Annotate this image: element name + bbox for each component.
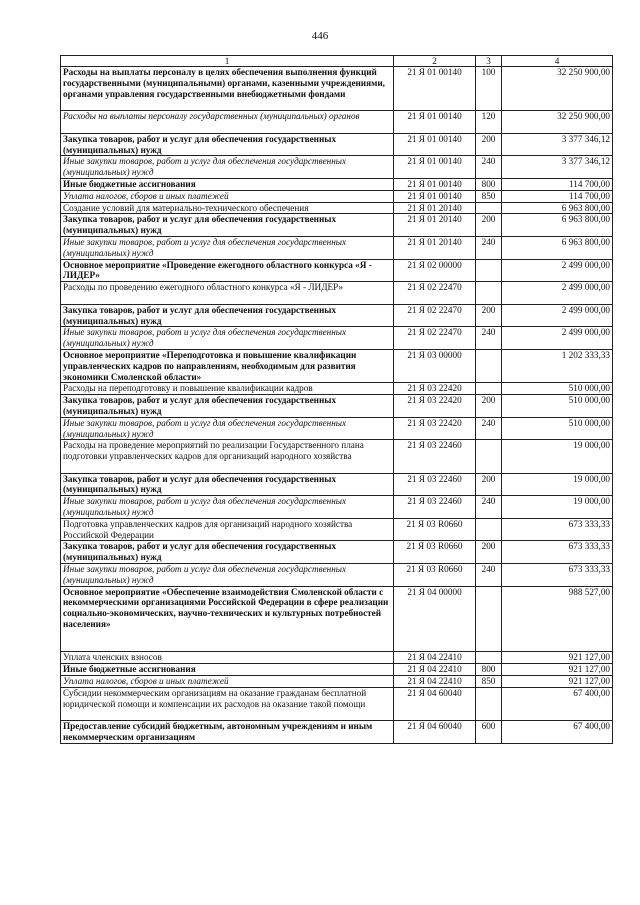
row-kind: 200 [476, 395, 502, 418]
row-kind: 200 [476, 473, 502, 496]
table-row [61, 417, 613, 440]
row-kind: 120 [476, 111, 502, 134]
row-code: 21 Я 03 R0660 [394, 564, 476, 587]
row-code: 21 Я 01 20140 [394, 202, 476, 214]
row-kind: 200 [476, 133, 502, 156]
row-name: Закупка товаров, работ и услуг для обеспечения государственных (муниципальных) нужд [61, 473, 394, 496]
row-amount: 6 963 800,00 [502, 214, 613, 237]
row-kind: 200 [476, 214, 502, 237]
column-header-amount: 4 [502, 56, 613, 67]
row-amount: 6 963 800,00 [502, 236, 613, 259]
row-amount: 32 250 900,00 [502, 111, 613, 134]
row-kind: 240 [476, 236, 502, 259]
row-name: Иные закупки товаров, работ и услуг для обеспечения государственных (муниципальных) нужд [61, 496, 394, 519]
table-row [61, 652, 613, 664]
row-kind [476, 383, 502, 395]
table-row [61, 259, 613, 282]
budget-table [60, 55, 613, 744]
row-code: 21 Я 03 22420 [394, 417, 476, 440]
row-amount: 510 000,00 [502, 383, 613, 395]
row-code: 21 Я 02 22470 [394, 282, 476, 305]
row-code: 21 Я 03 R0660 [394, 541, 476, 564]
row-name: Иные закупки товаров, работ и услуг для обеспечения государственных (муниципальных) нужд [61, 417, 394, 440]
table-row [61, 304, 613, 327]
row-kind: 240 [476, 496, 502, 519]
table-row [61, 383, 613, 395]
row-code: 21 Я 01 20140 [394, 214, 476, 237]
row-kind [476, 259, 502, 282]
row-kind [476, 652, 502, 664]
column-header-code: 2 [394, 56, 476, 67]
row-code: 21 Я 04 22410 [394, 664, 476, 676]
row-amount: 67 400,00 [502, 721, 613, 744]
row-name: Закупка товаров, работ и услуг для обеспечения государственных (муниципальных) нужд [61, 214, 394, 237]
row-amount: 2 499 000,00 [502, 327, 613, 350]
table-row [61, 586, 613, 652]
row-code: 21 Я 02 22470 [394, 304, 476, 327]
row-amount: 673 333,33 [502, 541, 613, 564]
row-kind [476, 440, 502, 473]
row-code: 21 Я 03 22420 [394, 383, 476, 395]
row-code: 21 Я 01 20140 [394, 236, 476, 259]
row-kind: 850 [476, 190, 502, 202]
row-kind: 100 [476, 67, 502, 111]
row-amount: 510 000,00 [502, 395, 613, 418]
page-number: 446 [311, 30, 329, 42]
row-name: Уплата налогов, сборов и иных платежей [61, 190, 394, 202]
row-amount: 114 700,00 [502, 190, 613, 202]
row-amount: 1 202 333,33 [502, 349, 613, 382]
table-row [61, 327, 613, 350]
table-header-row [61, 56, 613, 67]
table-row [61, 202, 613, 214]
row-code: 21 Я 01 00140 [394, 190, 476, 202]
row-name: Закупка товаров, работ и услуг для обеспечения государственных (муниципальных) нужд [61, 395, 394, 418]
row-code: 21 Я 03 00000 [394, 349, 476, 382]
row-kind: 200 [476, 541, 502, 564]
row-name: Закупка товаров, работ и услуг для обеспечения государственных (муниципальных) нужд [61, 304, 394, 327]
row-code: 21 Я 01 00140 [394, 178, 476, 190]
row-name: Иные закупки товаров, работ и услуг для обеспечения государственных (муниципальных) нужд [61, 327, 394, 350]
row-name: Расходы на выплаты персоналу в целях обеспечения выполнения функций государственными (муниципальными) органами, казенными учреждениями, органами управления государственными внебюджетными фондами [61, 67, 394, 111]
table-row [61, 156, 613, 179]
row-code: 21 Я 02 00000 [394, 259, 476, 282]
row-kind: 850 [476, 676, 502, 688]
row-name: Основное мероприятие «Переподготовка и повышение квалификации управленческих кадров по направлениям, необходимым для развития экономики Смоленской области» [61, 349, 394, 382]
row-code: 21 Я 03 22420 [394, 395, 476, 418]
row-name: Основное мероприятие «Проведение ежегодного областного конкурса «Я - ЛИДЕР» [61, 259, 394, 282]
row-name: Расходы на переподготовку и повышение квалификации кадров [61, 383, 394, 395]
row-name: Иные закупки товаров, работ и услуг для обеспечения государственных (муниципальных) нужд [61, 156, 394, 179]
row-kind: 240 [476, 564, 502, 587]
row-code: 21 Я 03 R0660 [394, 518, 476, 541]
row-name: Расходы на проведение мероприятий по реализации Государственного плана подготовки управленческих кадров для организаций народного хозяйства [61, 440, 394, 473]
row-name: Основное мероприятие «Обеспечение взаимодействия Смоленской области с некоммерческими организациями Российской Федерации в сфере реализации социально-экономических, научно-технических и культурных потребностей населения» [61, 586, 394, 652]
row-name: Субсидии некоммерческим организациям на оказание гражданам бесплатной юридической помощи и компенсации их расходов на оказание такой помощи [61, 687, 394, 720]
table-row [61, 395, 613, 418]
row-amount: 3 377 346,12 [502, 156, 613, 179]
table-row [61, 664, 613, 676]
row-amount: 6 963 800,00 [502, 202, 613, 214]
table-row [61, 133, 613, 156]
row-amount: 114 700,00 [502, 178, 613, 190]
row-code: 21 Я 04 22410 [394, 652, 476, 664]
column-header-name: 1 [61, 56, 394, 67]
row-name: Предоставление субсидий бюджетным, автономным учреждениям и иным некоммерческим организациям [61, 721, 394, 744]
row-code: 21 Я 01 00140 [394, 133, 476, 156]
row-code: 21 Я 04 22410 [394, 676, 476, 688]
row-name: Закупка товаров, работ и услуг для обеспечения государственных (муниципальных) нужд [61, 541, 394, 564]
table-row [61, 236, 613, 259]
table-row [61, 676, 613, 688]
row-amount: 19 000,00 [502, 473, 613, 496]
row-code: 21 Я 04 60040 [394, 687, 476, 720]
row-code: 21 Я 01 00140 [394, 67, 476, 111]
table-row [61, 518, 613, 541]
row-amount: 988 527,00 [502, 586, 613, 652]
row-name: Расходы по проведению ежегодного областного конкурса «Я - ЛИДЕР» [61, 282, 394, 305]
row-amount: 2 499 000,00 [502, 304, 613, 327]
row-name: Иные бюджетные ассигнования [61, 664, 394, 676]
table-row [61, 214, 613, 237]
row-name: Иные закупки товаров, работ и услуг для обеспечения государственных (муниципальных) нужд [61, 564, 394, 587]
row-kind [476, 586, 502, 652]
row-name: Расходы на выплаты персоналу государственных (муниципальных) органов [61, 111, 394, 134]
row-kind: 240 [476, 417, 502, 440]
table-row [61, 473, 613, 496]
row-name: Уплата членских взносов [61, 652, 394, 664]
row-code: 21 Я 03 22460 [394, 440, 476, 473]
table-row [61, 67, 613, 111]
row-name: Иные бюджетные ассигнования [61, 178, 394, 190]
table-row [61, 178, 613, 190]
row-kind: 200 [476, 304, 502, 327]
row-amount: 32 250 900,00 [502, 67, 613, 111]
table-row [61, 349, 613, 382]
table-row [61, 687, 613, 720]
row-amount: 921 127,00 [502, 664, 613, 676]
row-kind [476, 282, 502, 305]
row-name: Создание условий для материально-технического обеспечения [61, 202, 394, 214]
row-kind: 600 [476, 721, 502, 744]
table-row [61, 721, 613, 744]
row-code: 21 Я 01 00140 [394, 156, 476, 179]
row-amount: 921 127,00 [502, 652, 613, 664]
row-kind [476, 202, 502, 214]
column-header-kind: 3 [476, 56, 502, 67]
row-code: 21 Я 04 60040 [394, 721, 476, 744]
row-code: 21 Я 03 22460 [394, 496, 476, 519]
row-amount: 510 000,00 [502, 417, 613, 440]
table-row [61, 190, 613, 202]
row-name: Уплата налогов, сборов и иных платежей [61, 676, 394, 688]
row-amount: 19 000,00 [502, 440, 613, 473]
row-code: 21 Я 01 00140 [394, 111, 476, 134]
row-name: Иные закупки товаров, работ и услуг для обеспечения государственных (муниципальных) нужд [61, 236, 394, 259]
row-kind: 240 [476, 327, 502, 350]
row-code: 21 Я 03 22460 [394, 473, 476, 496]
row-amount: 19 000,00 [502, 496, 613, 519]
row-amount: 921 127,00 [502, 676, 613, 688]
table-row [61, 564, 613, 587]
row-amount: 67 400,00 [502, 687, 613, 720]
row-kind [476, 687, 502, 720]
row-kind [476, 518, 502, 541]
row-amount: 673 333,33 [502, 518, 613, 541]
row-amount: 3 377 346,12 [502, 133, 613, 156]
table-row [61, 496, 613, 519]
row-kind: 800 [476, 664, 502, 676]
row-code: 21 Я 04 00000 [394, 586, 476, 652]
row-kind [476, 349, 502, 382]
row-amount: 673 333,33 [502, 564, 613, 587]
row-code: 21 Я 02 22470 [394, 327, 476, 350]
row-amount: 2 499 000,00 [502, 259, 613, 282]
table-row [61, 541, 613, 564]
row-kind: 240 [476, 156, 502, 179]
table-row [61, 440, 613, 473]
table-row [61, 282, 613, 305]
table-row [61, 111, 613, 134]
row-name: Закупка товаров, работ и услуг для обеспечения государственных (муниципальных) нужд [61, 133, 394, 156]
row-amount: 2 499 000,00 [502, 282, 613, 305]
row-name: Подготовка управленческих кадров для организаций народного хозяйства Российской Федерации [61, 518, 394, 541]
row-kind: 800 [476, 178, 502, 190]
